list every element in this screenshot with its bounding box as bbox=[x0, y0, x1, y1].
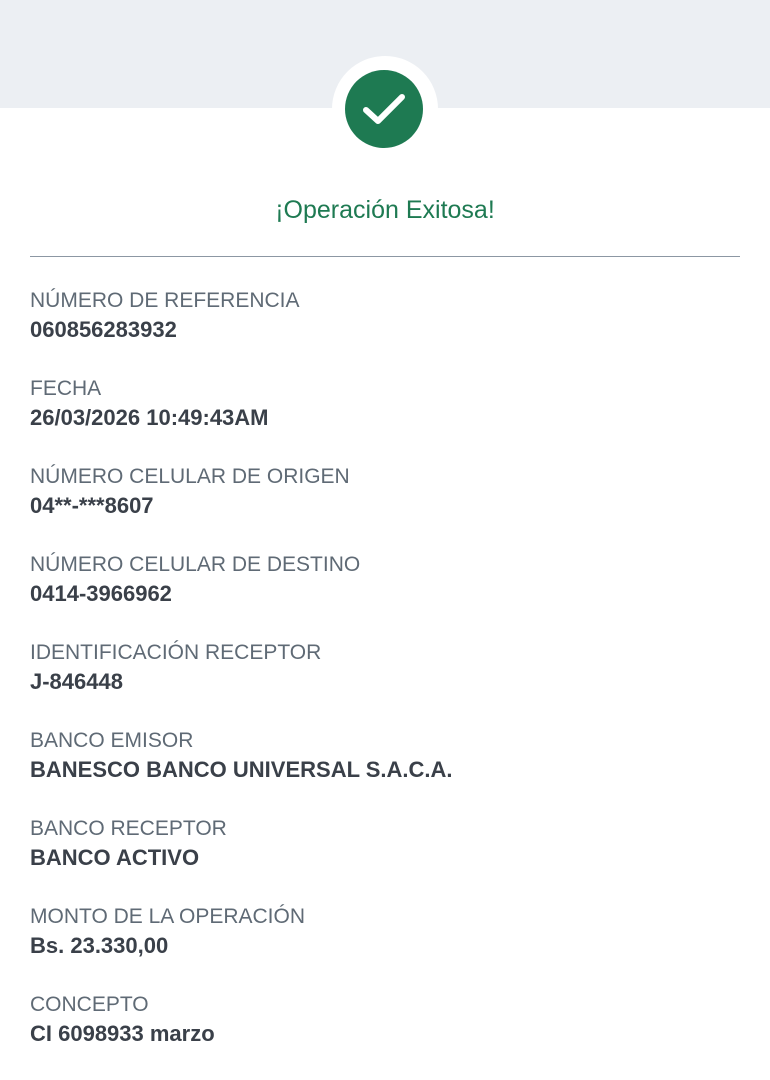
detail-label: BANCO RECEPTOR bbox=[30, 817, 227, 840]
receipt-details bbox=[30, 286, 740, 1078]
detail-label: NÚMERO CELULAR DE ORIGEN bbox=[30, 465, 350, 488]
divider bbox=[30, 256, 740, 257]
detail-label: NÚMERO CELULAR DE DESTINO bbox=[30, 553, 361, 576]
detail-receiving-bank bbox=[30, 814, 740, 902]
detail-reference-number bbox=[30, 286, 740, 374]
check-icon bbox=[345, 70, 423, 148]
detail-origin-phone bbox=[30, 462, 740, 550]
detail-date bbox=[30, 374, 740, 462]
detail-value: BANCO ACTIVO bbox=[30, 845, 200, 870]
detail-value: CI 6098933 marzo bbox=[30, 1021, 215, 1046]
detail-amount bbox=[30, 902, 740, 990]
detail-value: 26/03/2026 10:49:43AM bbox=[30, 405, 269, 430]
detail-label: CONCEPTO bbox=[30, 993, 149, 1016]
detail-destination-phone bbox=[30, 550, 740, 638]
detail-value: J-846448 bbox=[30, 669, 123, 694]
detail-receiver-id bbox=[30, 638, 740, 726]
detail-value: 060856283932 bbox=[30, 317, 177, 342]
detail-value: 0414-3966962 bbox=[30, 581, 172, 606]
detail-label: FECHA bbox=[30, 377, 102, 400]
detail-label: NÚMERO DE REFERENCIA bbox=[30, 289, 300, 312]
detail-label: MONTO DE LA OPERACIÓN bbox=[30, 905, 305, 928]
detail-issuing-bank bbox=[30, 726, 740, 814]
operation-status-title: ¡Operación Exitosa! bbox=[275, 196, 495, 224]
detail-value: Bs. 23.330,00 bbox=[30, 933, 169, 958]
detail-value: BANESCO BANCO UNIVERSAL S.A.C.A. bbox=[30, 757, 453, 782]
detail-label: IDENTIFICACIÓN RECEPTOR bbox=[30, 641, 322, 664]
detail-value: 04**-***8607 bbox=[30, 493, 154, 518]
detail-label: BANCO EMISOR bbox=[30, 729, 194, 752]
detail-concept bbox=[30, 990, 740, 1078]
